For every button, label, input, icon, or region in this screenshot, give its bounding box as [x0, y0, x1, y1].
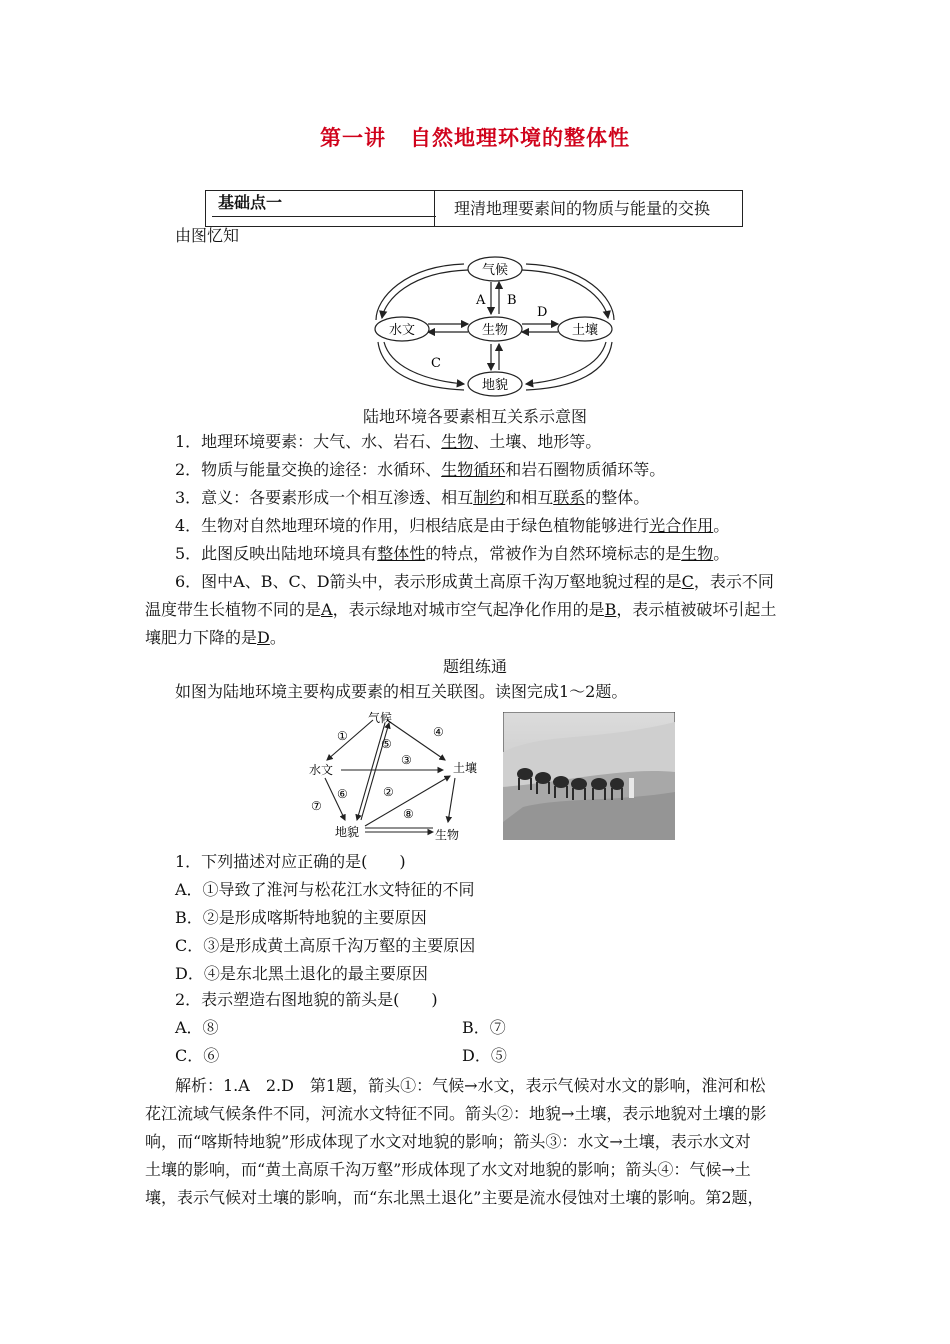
diagram1-caption: 陆地环境各要素相互关系示意图 — [362, 407, 587, 426]
p-label-soil: 土壤 — [452, 761, 478, 775]
arrow-3: ③ — [401, 753, 412, 767]
q2-option-b: B．⑦ — [462, 1018, 506, 1037]
analysis-line-4: 土壤的影响，而“黄土高原千沟万壑”形成体现了水文对地貌的影响；箭头④：气候→土 — [145, 1160, 751, 1179]
label-biology: 生物 — [481, 323, 509, 338]
section-divider — [434, 191, 435, 226]
analysis-line-3: 响，而“喀斯特地貌”形成体现了水文对地貌的影响；箭头③：水文→土壤，表示水文对 — [145, 1132, 751, 1151]
intro-text: 由图忆知 — [175, 226, 240, 245]
q1-option-d: D．④是东北黑土退化的最主要原因 — [175, 964, 428, 983]
practice-heading: 题组练通 — [442, 657, 507, 676]
analysis-line-2: 花江流域气候条件不同，河流水文特征不同。箭头②：地貌→土壤，表示地貌对土壤的影 — [145, 1104, 767, 1123]
label-soil: 土壤 — [571, 323, 599, 338]
p-label-biology: 生物 — [434, 828, 460, 842]
title-topic: 自然地理环境的整体性 — [410, 126, 630, 150]
point-6-line2: 温度带生长植物不同的是A，表示绿地对城市空气起净化作用的是B，表示植被破坏引起土 — [145, 600, 777, 619]
point-4: 4．生物对自然地理环境的作用，归根结底是由于绿色植物能够进行光合作用。 — [175, 516, 730, 535]
point-1: 1．地理环境要素：大气、水、岩石、生物、土壤、地形等。 — [175, 432, 602, 451]
q2-option-c: C．⑥ — [175, 1046, 220, 1065]
arrow-label-d: D — [537, 305, 548, 320]
label-hydrology: 水文 — [388, 323, 416, 338]
q1-option-a: A．①导致了淮河与松花江水文特征的不同 — [175, 880, 475, 899]
arrow-label-a: A — [476, 293, 486, 308]
page-title — [0, 122, 950, 152]
point-6-line1: 6．图中A、B、C、D箭头中，表示形成黄土高原千沟万壑地貌过程的是C，表示不同 — [175, 572, 774, 591]
arrow-6: ⑥ — [337, 787, 348, 801]
land-environment-diagram — [370, 250, 620, 400]
analysis-line-5: 壤，表示气候对土壤的影响，而“东北黑土退化”主要是流水侵蚀对土壤的影响。第2题， — [145, 1188, 764, 1207]
section-topic: 理清地理要素间的物质与能量的交换 — [454, 199, 711, 218]
q1-option-b: B．②是形成喀斯特地貌的主要原因 — [175, 908, 427, 927]
q2-stem: 2．表示塑造右图地貌的箭头是( ) — [175, 990, 438, 1009]
point-3: 3．意义：各要素形成一个相互渗透、相互制约和相互联系的整体。 — [175, 488, 650, 507]
arrow-8: ⑧ — [403, 807, 414, 821]
section-header-box — [205, 190, 743, 227]
arrow-2: ② — [383, 785, 394, 799]
point-2: 2．物质与能量交换的途径：水循环、生物循环和岩石圈物质循环等。 — [175, 460, 666, 479]
q1-stem: 1．下列描述对应正确的是( ) — [175, 852, 406, 871]
arrow-7: ⑦ — [311, 799, 322, 813]
p-label-landform: 地貌 — [334, 825, 360, 839]
arrow-label-c: C — [431, 356, 441, 371]
desert-camel-photo — [503, 712, 675, 840]
pentagon-relation-diagram — [305, 708, 490, 843]
arrow-1: ① — [337, 729, 348, 743]
q2-option-a: A．⑧ — [175, 1018, 219, 1037]
p-label-hydrology: 水文 — [308, 763, 334, 777]
title-lecture: 第一讲 — [320, 126, 386, 150]
label-climate: 气候 — [481, 263, 509, 278]
section-label: 基础点一 — [212, 191, 436, 217]
analysis-line-1: 解析：1.A 2.D 第1题，箭头①：气候→水文，表示气候对水文的影响，淮河和松 — [175, 1076, 766, 1095]
q1-option-c: C．③是形成黄土高原千沟万壑的主要原因 — [175, 936, 476, 955]
label-landform: 地貌 — [481, 378, 509, 393]
p-label-climate: 气候 — [367, 711, 393, 725]
point-6-line3: 壤肥力下降的是D。 — [145, 628, 286, 647]
arrow-label-b: B — [507, 293, 517, 308]
point-5: 5．此图反映出陆地环境具有整体性的特点，常被作为自然环境标志的是生物。 — [175, 544, 730, 563]
arrow-4: ④ — [433, 725, 444, 739]
arrow-5: ⑤ — [381, 737, 392, 751]
q2-option-d: D．⑤ — [462, 1046, 507, 1065]
practice-intro: 如图为陆地环境主要构成要素的相互关联图。读图完成1～2题。 — [175, 682, 628, 701]
